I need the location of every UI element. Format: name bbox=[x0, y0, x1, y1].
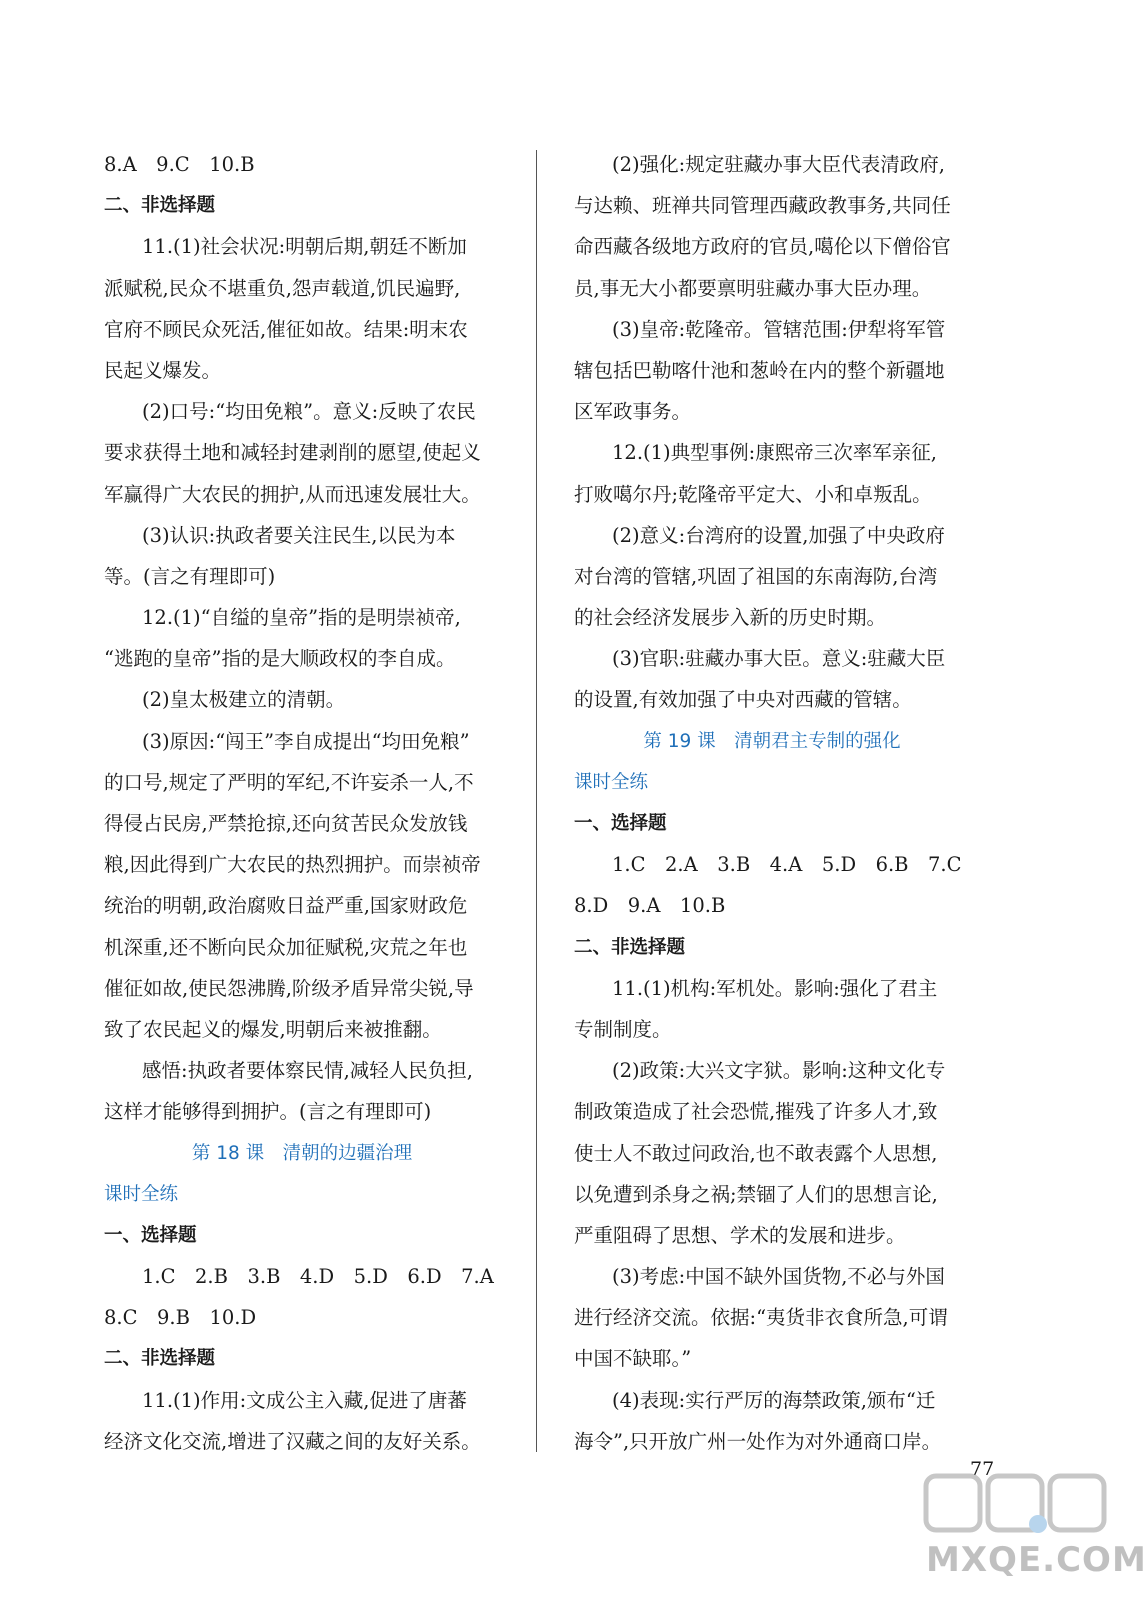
text-line: 催征如故,使民怨沸腾,阶级矛盾异常尖锐,导 bbox=[104, 976, 474, 1000]
lesson-title: 第 19 课 清朝君主专制的强化 bbox=[643, 730, 901, 752]
text-line: 员,事无大小都要禀明驻藏办事大臣办理。 bbox=[574, 276, 932, 300]
text-line: 军赢得广大农民的拥护,从而迅速发展壮大。 bbox=[104, 482, 481, 506]
text-line: (3)考虑:中国不缺外国货物,不必与外国 bbox=[612, 1265, 945, 1289]
text-line: 打败噶尔丹;乾隆帝平定大、小和卓叛乱。 bbox=[574, 482, 932, 506]
text-line: 中国不缺耶。” bbox=[574, 1347, 692, 1371]
text-line: 严重阻碍了思想、学术的发展和进步。 bbox=[574, 1223, 906, 1247]
text-line: 的设置,有效加强了中央对西藏的管辖。 bbox=[574, 688, 912, 712]
text-line: (3)官职:驻藏办事大臣。意义:驻藏大臣 bbox=[612, 647, 946, 671]
text-line: (3)皇帝:乾隆帝。管辖范围:伊犁将军管 bbox=[612, 317, 946, 341]
text-line: 命西藏各级地方政府的官员,噶伦以下僧俗官 bbox=[574, 235, 951, 259]
text-line: 使士人不敢过问政治,也不敢表露个人思想, bbox=[574, 1141, 938, 1165]
text-line: 经济文化交流,增进了汉藏之间的友好关系。 bbox=[104, 1429, 481, 1453]
text-line: (2)强化:规定驻藏办事大臣代表清政府, bbox=[612, 153, 945, 176]
text-line: 11.(1)机构:军机处。影响:强化了君主 bbox=[612, 976, 938, 1000]
text-line: 粮,因此得到广大农民的热烈拥护。而崇祯帝 bbox=[104, 853, 481, 877]
text-line: 的社会经济发展步入新的历史时期。 bbox=[574, 606, 887, 630]
text-line: 12.(1)“自缢的皇帝”指的是明崇祯帝, bbox=[142, 606, 461, 630]
text-line: 致了农民起义的爆发,明朝后来被推翻。 bbox=[104, 1017, 442, 1041]
answer-line: 1.C 2.A 3.B 4.A 5.D 6.B 7.C bbox=[612, 853, 962, 877]
text-line: 统治的明朝,政治腐败日益严重,国家财政危 bbox=[104, 894, 468, 918]
text-line: 等。(言之有理即可) bbox=[104, 564, 276, 588]
text-line: 进行经济交流。依据:“夷货非衣食所急,可谓 bbox=[574, 1306, 948, 1330]
text-line: (2)皇太极建立的清朝。 bbox=[142, 688, 346, 712]
text-line: 官府不顾民众死活,催征如故。结果:明末农 bbox=[104, 317, 468, 341]
text-line: 11.(1)社会状况:明朝后期,朝廷不断加 bbox=[142, 235, 467, 259]
text-line: (2)政策:大兴文字狱。影响:这种文化专 bbox=[612, 1059, 946, 1083]
text-line: 对台湾的管辖,巩固了祖国的东南海防,台湾 bbox=[574, 564, 938, 588]
text-line: (2)口号:“均田免粮”。意义:反映了农民 bbox=[142, 400, 476, 424]
section-heading: 一、选择题 bbox=[104, 1224, 197, 1246]
answer-line: 1.C 2.B 3.B 4.D 5.D 6.D 7.A bbox=[142, 1265, 494, 1289]
watermark-text: MXQE.COM bbox=[926, 1540, 1147, 1580]
column-divider bbox=[536, 150, 537, 1452]
left-column bbox=[104, 144, 500, 1462]
text-line: 制政策造成了社会恐慌,摧残了许多人才,致 bbox=[574, 1100, 938, 1124]
subsection-title: 课时全练 bbox=[574, 771, 649, 793]
watermark-icon bbox=[920, 1468, 1110, 1548]
section-heading: 二、非选择题 bbox=[104, 1348, 216, 1370]
text-line: 这样才能够得到拥护。(言之有理即可) bbox=[104, 1100, 432, 1124]
page-number: 77 bbox=[970, 1458, 995, 1480]
text-line: (2)意义:台湾府的设置,加强了中央政府 bbox=[612, 523, 945, 547]
text-line: 机深重,还不断向民众加征赋税,灾荒之年也 bbox=[104, 935, 468, 959]
text-line: 感悟:执政者要体察民情,减轻人民负担, bbox=[142, 1059, 473, 1083]
answer-line: 8.D 9.A 10.B bbox=[574, 894, 726, 918]
text-line: 专制制度。 bbox=[574, 1017, 672, 1041]
section-heading: 二、非选择题 bbox=[574, 936, 686, 958]
section-heading: 一、选择题 bbox=[574, 813, 667, 834]
text-line: 得侵占民房,严禁抢掠,还向贫苦民众发放钱 bbox=[104, 812, 468, 835]
text-line: 的口号,规定了严明的军纪,不许妄杀一人,不 bbox=[104, 770, 474, 794]
text-line: “逃跑的皇帝”指的是大顺政权的李自成。 bbox=[104, 647, 456, 671]
lesson-title: 第 18 课 清朝的边疆治理 bbox=[191, 1142, 413, 1164]
text-line: 海令”,只开放广州一处作为对外通商口岸。 bbox=[574, 1429, 942, 1453]
text-line: (4)表现:实行严厉的海禁政策,颁布“迁 bbox=[612, 1388, 936, 1412]
text-line: 区军政事务。 bbox=[574, 400, 692, 424]
text-line: 12.(1)典型事例:康熙帝三次率军亲征, bbox=[612, 441, 937, 465]
text-line: 派赋税,民众不堪重负,怨声载道,饥民遍野, bbox=[104, 276, 461, 300]
watermark-logo bbox=[920, 1468, 1147, 1592]
text-line: 要求获得土地和减轻封建剥削的愿望,使起义 bbox=[104, 441, 481, 465]
text-line: (3)原因:“闯王”李自成提出“均田免粮” bbox=[142, 729, 470, 753]
text-line: 民起义爆发。 bbox=[104, 358, 222, 382]
text-line: 11.(1)作用:文成公主入藏,促进了唐蕃 bbox=[142, 1388, 467, 1412]
text-line: 与达赖、班禅共同管理西藏政教事务,共同任 bbox=[574, 194, 951, 218]
right-column bbox=[574, 144, 970, 1462]
text-line: 以免遭到杀身之祸;禁锢了人们的思想言论, bbox=[574, 1182, 938, 1206]
section-heading: 二、非选择题 bbox=[104, 195, 216, 217]
subsection-title: 课时全练 bbox=[104, 1183, 179, 1205]
answer-line: 8.A 9.C 10.B bbox=[104, 153, 255, 176]
answer-line: 8.C 9.B 10.D bbox=[104, 1306, 257, 1330]
text-line: 辖包括巴勒喀什池和葱岭在内的整个新疆地 bbox=[574, 358, 945, 382]
text-line: (3)认识:执政者要关注民生,以民为本 bbox=[142, 523, 456, 547]
